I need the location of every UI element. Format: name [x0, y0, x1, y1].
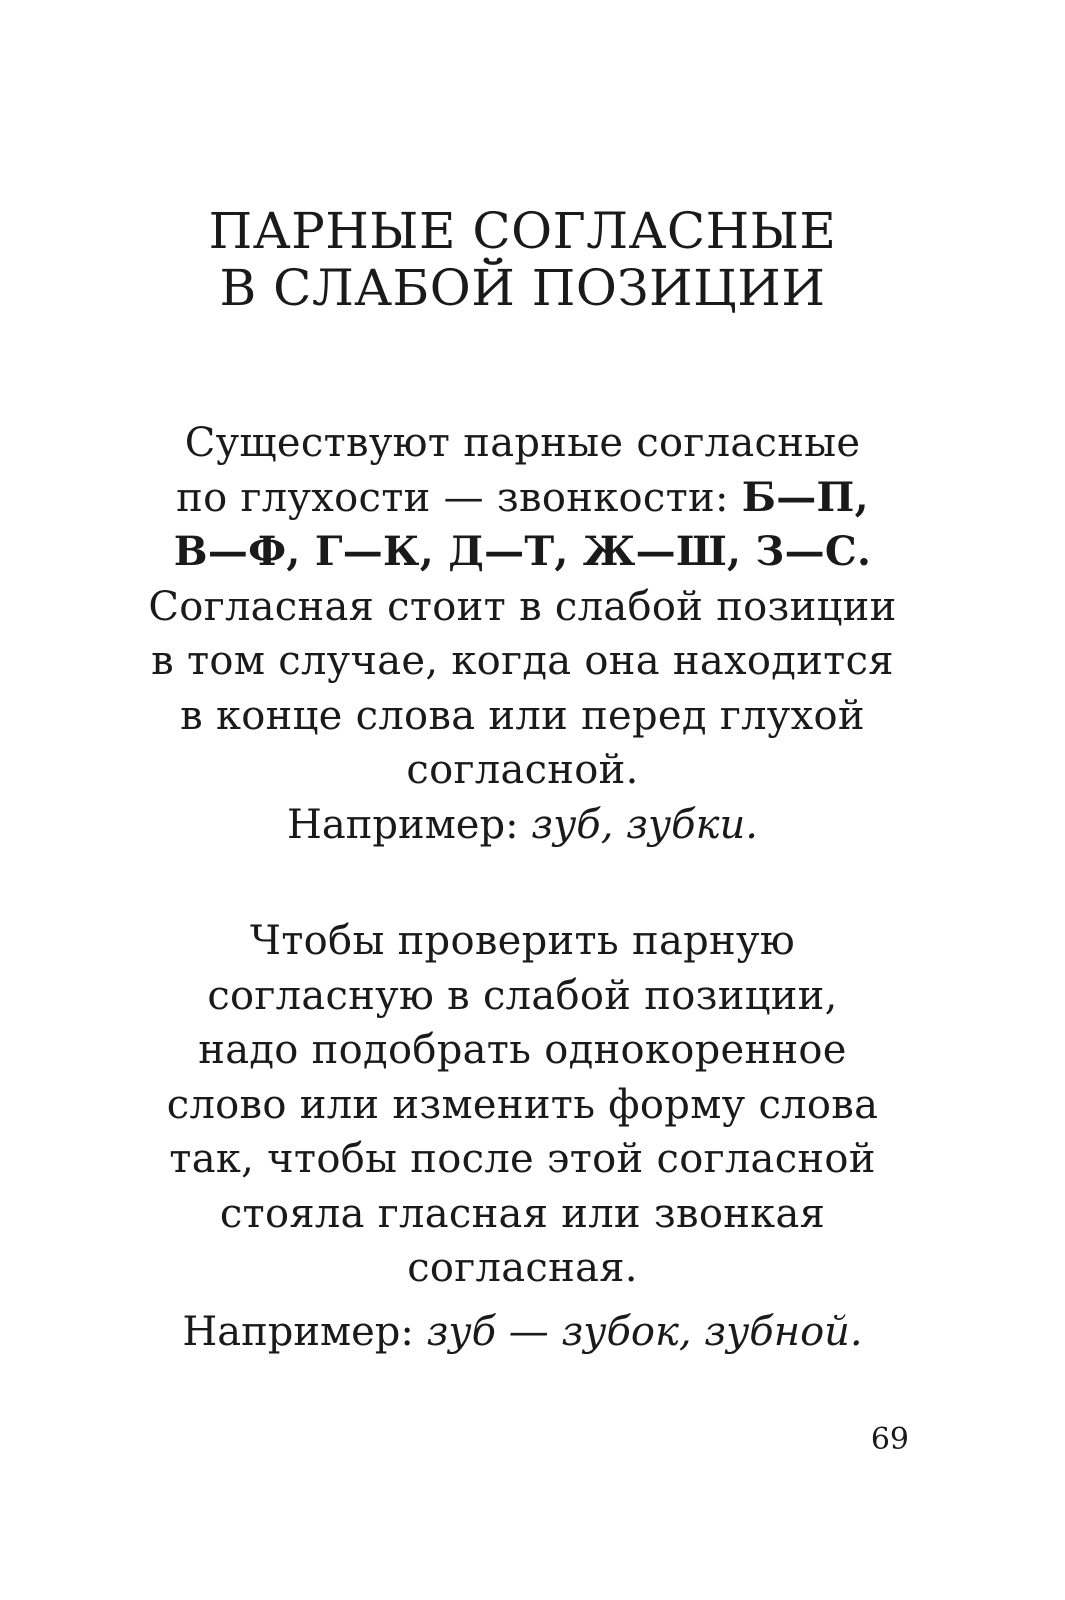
example-1-words: зуб, зубки. [531, 802, 758, 848]
paragraph-2-line-1: Чтобы проверить парную [250, 918, 795, 964]
paragraph-1-line-4: Согласная стоит в слабой позиции [148, 583, 897, 630]
rule-paragraph-2 [0, 914, 1045, 1296]
title-line-1: ПАРНЫЕ СОГЛАСНЫЕ [208, 202, 837, 260]
paragraph-1-line-6: в конце слова или перед глухой [180, 692, 865, 739]
paragraph-2-line-2: согласную в слабой позиции, [207, 972, 838, 1019]
rule-paragraph-1 [0, 416, 1045, 798]
paragraph-1-line-5: в том случае, когда она находится [151, 638, 894, 684]
paragraph-2-line-6: стояла гласная или звонкая [219, 1190, 826, 1237]
example-1 [0, 798, 1045, 852]
paragraph-1-line-2-text: по глухости — звонкости: [176, 474, 742, 521]
paragraph-2-line-7: согласная. [407, 1245, 638, 1291]
paragraph-2-line-5: так, чтобы после этой согласной [169, 1136, 876, 1182]
paragraph-2-line-3: надо подобрать однокоренное [198, 1027, 847, 1073]
consonant-pair-bp: Б—П, [741, 473, 869, 521]
paragraph-1-line-1: Существуют парные согласные [184, 420, 861, 466]
example-2-label: Например: [182, 1309, 427, 1355]
page-number: 69 [870, 1422, 909, 1457]
paragraph-2-line-4: слово или изменить форму слова [166, 1081, 879, 1128]
consonant-pairs-list: В—Ф, Г—К, Д—Т, Ж—Ш, З—С. [173, 528, 872, 575]
title-line-2: В СЛАБОЙ ПОЗИЦИИ [219, 259, 826, 317]
example-1-label: Например: [287, 802, 532, 848]
example-2-words: зуб — зубок, зубной. [426, 1309, 863, 1355]
paragraph-1-line-7: согласной. [406, 747, 639, 793]
page-title [0, 203, 1045, 317]
example-2 [0, 1305, 1045, 1359]
paragraph-1-line-2 [0, 471, 1045, 526]
